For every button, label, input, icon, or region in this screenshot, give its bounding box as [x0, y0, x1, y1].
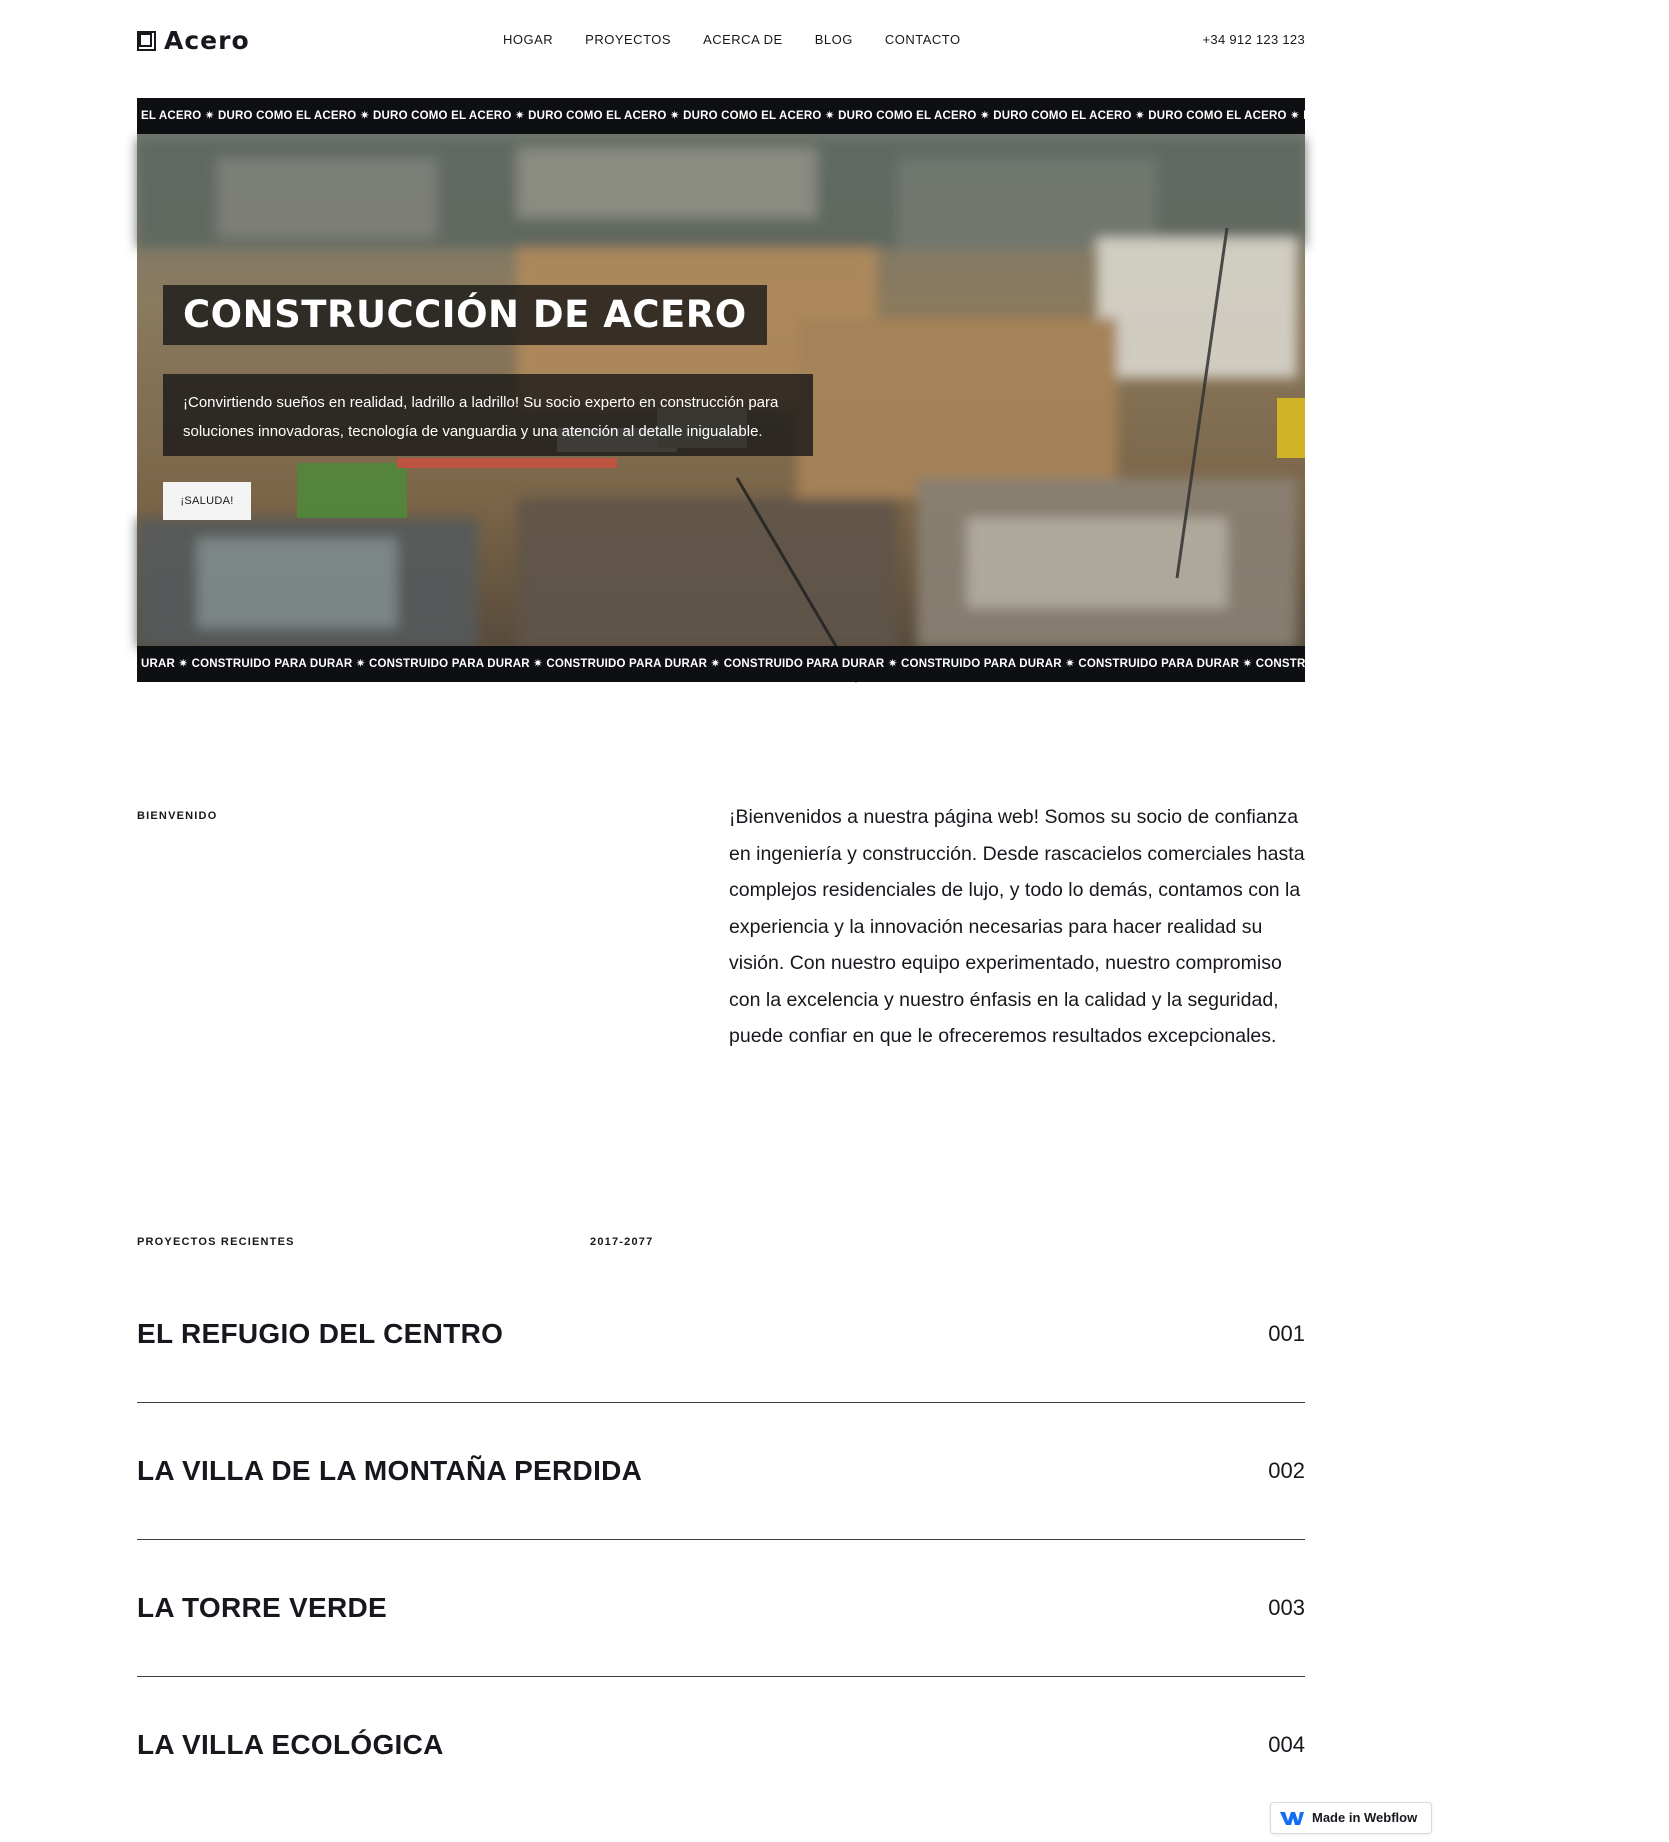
ticker-top-text: EL ACERO ✷ DURO COMO EL ACERO ✷ DURO COMO EL ACERO ✷ DURO COMO EL ACERO ✷ DURO COMO EL ACERO ✷ DURO COMO EL ACERO ✷ DURO COMO EL ACERO ✷ DURO COMO EL ACERO ✷ DURO COMO EL ACERO ✷ DURO COMO EL ACERO ✷ DURO CO [141, 110, 1669, 122]
nav-link-contacto[interactable]: CONTACTO [884, 32, 961, 47]
logo-mark-icon [137, 31, 156, 51]
brand-name: Acero [164, 26, 250, 55]
recent-projects-label: PROYECTOS RECIENTES [137, 1236, 295, 1248]
project-name: LA TORRE VERDE [137, 1592, 388, 1623]
phone-number[interactable]: +34 912 123 123 [1202, 32, 1305, 47]
hero-description-line-2: soluciones innovadoras, tecnología de vanguardia y una atención al detalle inigualable. [183, 423, 763, 440]
hero-title: CONSTRUCCIÓN DE ACERO [183, 293, 747, 336]
project-list [137, 1266, 1305, 1814]
made-in-webflow-badge[interactable] [1270, 1802, 1432, 1834]
site-header [137, 0, 1305, 82]
hello-cta-button[interactable]: ¡SALUDA! [163, 482, 251, 520]
project-number: 002 [1268, 1458, 1305, 1483]
project-item[interactable] [137, 1677, 1305, 1814]
welcome-text: ¡Bienvenidos a nuestra página web! Somos su socio de confianza en ingeniería y construcción. Desde rascacielos comerciales hasta complejos residenciales de lujo, y todo lo demás, contamos con la experiencia y la innovación necesarias para hacer realidad su visión. Con nuestro equipo experimentado, nuestro compromiso con la excelencia y nuestro énfasis en la calidad y la seguridad, puede confiar en que le ofreceremos resultados excepcionales. [729, 806, 1305, 1047]
main-nav [503, 33, 993, 47]
project-item[interactable] [137, 1403, 1305, 1540]
ticker-bottom [137, 646, 1371, 682]
project-name: EL REFUGIO DEL CENTRO [137, 1318, 504, 1349]
ticker-top [137, 98, 1669, 134]
project-number: 004 [1268, 1732, 1305, 1757]
nav-link-hogar[interactable]: HOGAR [503, 32, 554, 47]
projects-year-range: 2017-2077 [590, 1236, 654, 1248]
nav-link-acerca-de[interactable]: ACERCA DE [703, 32, 783, 47]
project-item[interactable] [137, 1540, 1305, 1677]
badge-text: Made in Webflow [1312, 1810, 1418, 1825]
welcome-label: BIENVENIDO [137, 810, 218, 822]
project-number: 003 [1268, 1595, 1305, 1620]
hero-description-line-1: ¡Convirtiendo sueños en realidad, ladrillo a ladrillo! Su socio experto en construcción para [183, 394, 779, 411]
webflow-logo-icon [1279, 1810, 1305, 1826]
ticker-bottom-text: URAR ✷ CONSTRUIDO PARA DURAR ✷ CONSTRUIDO PARA DURAR ✷ CONSTRUIDO PARA DURAR ✷ CONSTRUIDO PARA DURAR ✷ CONSTRUIDO PARA DURAR ✷ CONSTRUIDO PARA DURAR ✷ CONSTRUIDO PARA [141, 658, 1371, 670]
nav-link-blog[interactable]: BLOG [814, 32, 853, 47]
project-number: 001 [1268, 1321, 1305, 1346]
nav-link-proyectos[interactable]: PROYECTOS [585, 32, 672, 47]
brand-logo[interactable] [137, 28, 250, 54]
hero-description-box [163, 374, 813, 456]
project-name: LA VILLA DE LA MONTAÑA PERDIDA [137, 1455, 643, 1486]
hero-section [137, 98, 1669, 682]
project-name: LA VILLA ECOLÓGICA [137, 1729, 444, 1760]
project-item[interactable] [137, 1266, 1305, 1403]
hero-title-box [163, 285, 767, 345]
